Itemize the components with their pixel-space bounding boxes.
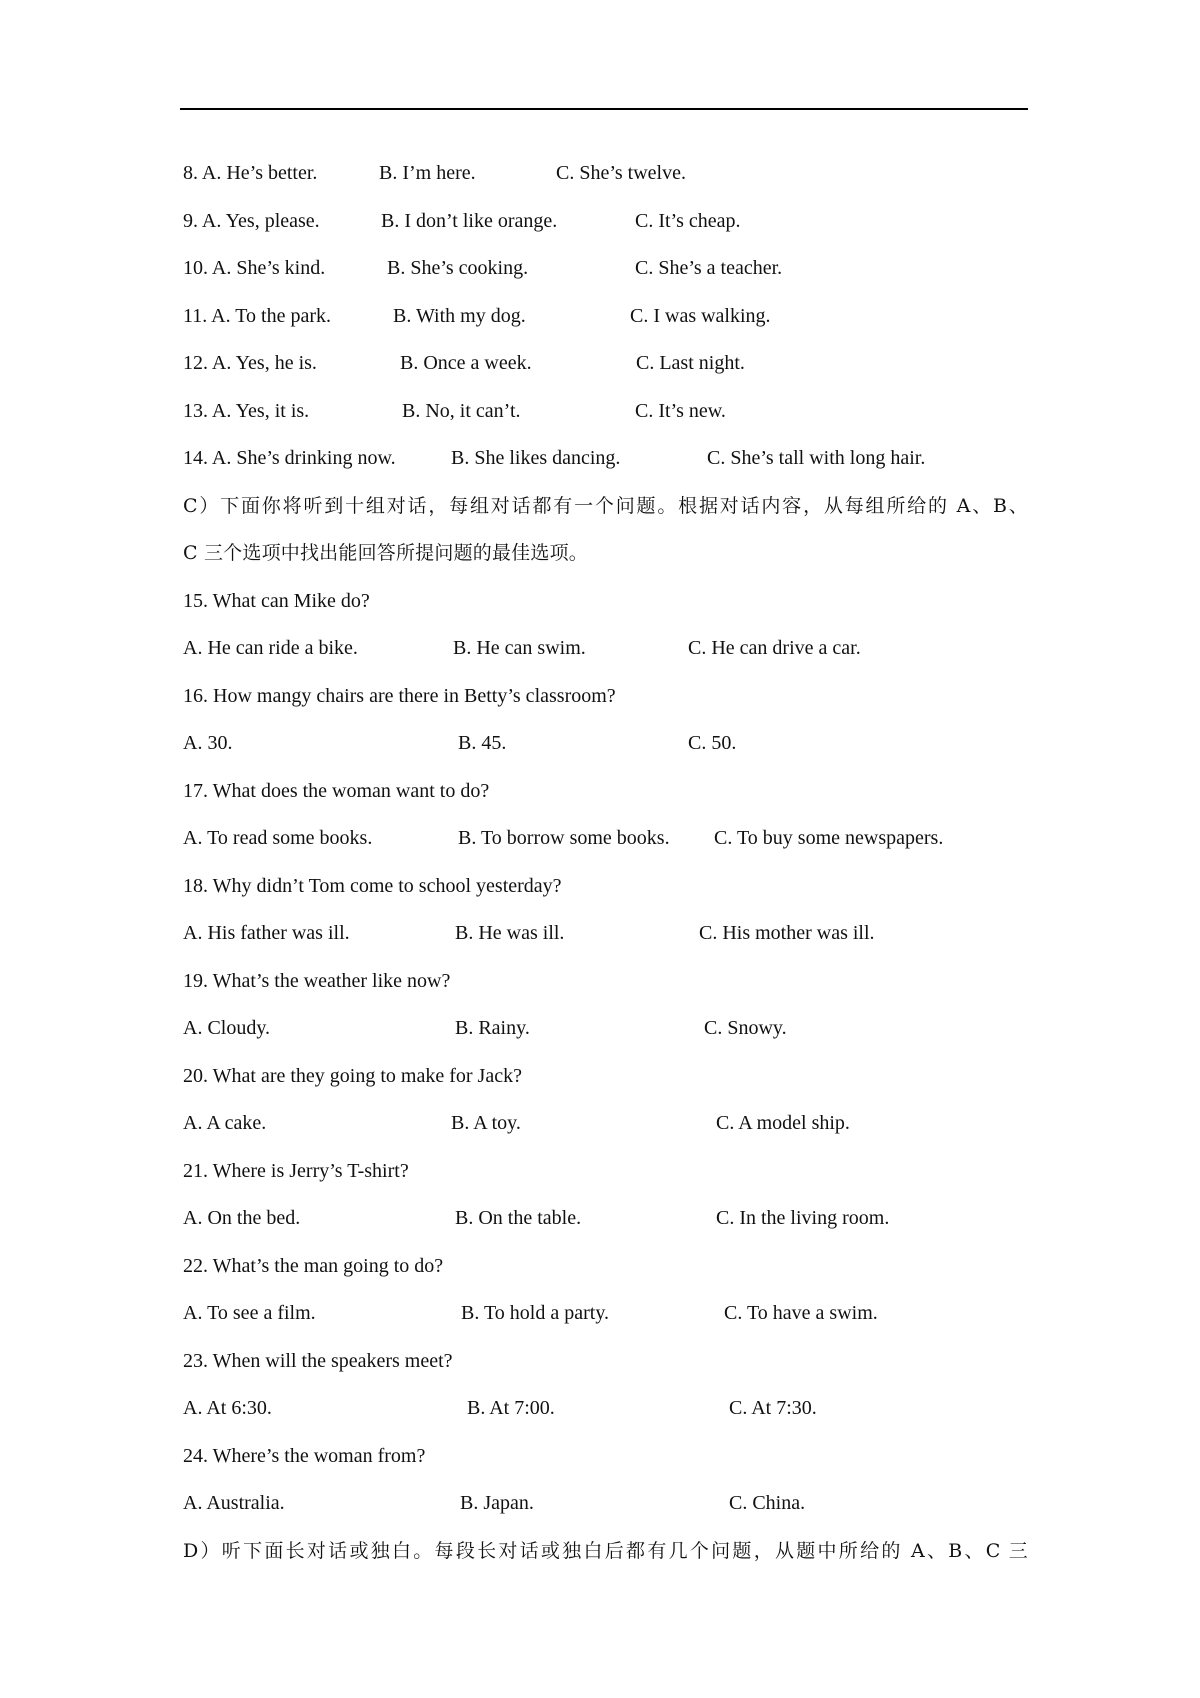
option-a: 12. A. Yes, he is. bbox=[183, 352, 317, 374]
question-text: 19. What’s the weather like now? bbox=[183, 969, 451, 992]
question-9 bbox=[183, 198, 1028, 246]
question-text: 18. Why didn’t Tom come to school yesterday? bbox=[183, 874, 562, 897]
option-b: B. He can swim. bbox=[453, 637, 586, 659]
option-b: B. A toy. bbox=[451, 1112, 521, 1134]
option-b: B. To hold a party. bbox=[461, 1302, 610, 1324]
option-c: C. She’s tall with long hair. bbox=[707, 447, 926, 469]
option-c: C. At 7:30. bbox=[729, 1397, 817, 1419]
option-b: B. On the table. bbox=[455, 1207, 582, 1229]
header-rule bbox=[180, 108, 1028, 110]
section-c-line-2: C 三个选项中找出能回答所提问题的最佳选项。 bbox=[183, 542, 588, 564]
section-d-instructions bbox=[183, 1528, 1028, 1576]
option-c: C. It’s new. bbox=[635, 399, 726, 422]
option-b: B. I’m here. bbox=[379, 162, 476, 184]
question-16 bbox=[183, 673, 1028, 721]
option-b: B. 45. bbox=[458, 732, 507, 754]
question-22-options bbox=[183, 1290, 1028, 1338]
option-a: A. A cake. bbox=[183, 1112, 267, 1134]
option-c: C. To have a swim. bbox=[724, 1302, 878, 1324]
option-b: B. Rainy. bbox=[455, 1017, 530, 1039]
section-c-instructions bbox=[183, 483, 1028, 531]
question-24 bbox=[183, 1433, 1028, 1481]
question-13 bbox=[183, 388, 1028, 436]
question-16-options bbox=[183, 720, 1028, 768]
option-c: C. China. bbox=[729, 1492, 806, 1514]
option-b: B. With my dog. bbox=[393, 304, 526, 327]
option-a: A. He can ride a bike. bbox=[183, 637, 358, 659]
page-content bbox=[183, 150, 1028, 1575]
option-a: 11. A. To the park. bbox=[183, 304, 332, 327]
option-b: B. Once a week. bbox=[400, 352, 532, 374]
option-c: C. His mother was ill. bbox=[699, 922, 875, 944]
question-8 bbox=[183, 150, 1028, 198]
option-b: B. She’s cooking. bbox=[387, 257, 529, 279]
question-text: 16. How mangy chairs are there in Betty’s classroom? bbox=[183, 684, 616, 707]
question-23 bbox=[183, 1338, 1028, 1386]
option-a: A. On the bed. bbox=[183, 1207, 301, 1229]
option-a: A. Australia. bbox=[183, 1492, 285, 1514]
question-20 bbox=[183, 1053, 1028, 1101]
question-18-options bbox=[183, 910, 1028, 958]
option-c: C. Last night. bbox=[636, 352, 745, 374]
option-c: C. She’s twelve. bbox=[556, 162, 686, 184]
option-b: B. To borrow some books. bbox=[458, 827, 670, 849]
question-18 bbox=[183, 863, 1028, 911]
question-24-options bbox=[183, 1480, 1028, 1528]
question-text: 21. Where is Jerry’s T-shirt? bbox=[183, 1159, 409, 1182]
question-10 bbox=[183, 245, 1028, 293]
question-14 bbox=[183, 435, 1028, 483]
option-a: A. To read some books. bbox=[183, 827, 373, 849]
option-a: 13. A. Yes, it is. bbox=[183, 399, 310, 422]
option-b: B. Japan. bbox=[460, 1492, 534, 1514]
section-c-line-1: C）下面你将听到十组对话，每组对话都有一个问题。根据对话内容，从每组所给的 A、B、 bbox=[183, 494, 1028, 517]
option-c: C. She’s a teacher. bbox=[635, 257, 783, 279]
question-21 bbox=[183, 1148, 1028, 1196]
option-a: 9. A. Yes, please. bbox=[183, 209, 320, 232]
question-20-options bbox=[183, 1100, 1028, 1148]
question-text: 24. Where’s the woman from? bbox=[183, 1444, 426, 1467]
option-c: C. I was walking. bbox=[630, 304, 771, 327]
question-text: 17. What does the woman want to do? bbox=[183, 779, 490, 802]
question-15 bbox=[183, 578, 1028, 626]
option-b: B. He was ill. bbox=[455, 922, 565, 944]
question-19 bbox=[183, 958, 1028, 1006]
option-a: A. To see a film. bbox=[183, 1302, 316, 1324]
question-text: 15. What can Mike do? bbox=[183, 589, 370, 612]
option-a: A. Cloudy. bbox=[183, 1017, 271, 1039]
option-c: C. Snowy. bbox=[704, 1017, 787, 1039]
option-b: B. No, it can’t. bbox=[402, 399, 521, 422]
option-b: B. At 7:00. bbox=[467, 1397, 555, 1419]
question-text: 20. What are they going to make for Jack? bbox=[183, 1064, 522, 1087]
option-a: A. His father was ill. bbox=[183, 922, 350, 944]
question-12 bbox=[183, 340, 1028, 388]
question-17 bbox=[183, 768, 1028, 816]
section-c-instructions-cont bbox=[183, 530, 1028, 578]
option-c: C. It’s cheap. bbox=[635, 209, 741, 232]
question-19-options bbox=[183, 1005, 1028, 1053]
question-22 bbox=[183, 1243, 1028, 1291]
option-a: A. At 6:30. bbox=[183, 1397, 272, 1419]
question-text: 22. What’s the man going to do? bbox=[183, 1254, 444, 1277]
option-a: 14. A. She’s drinking now. bbox=[183, 447, 396, 469]
question-text: 23. When will the speakers meet? bbox=[183, 1349, 453, 1372]
option-c: C. He can drive a car. bbox=[688, 637, 861, 659]
option-a: 8. A. He’s better. bbox=[183, 162, 318, 184]
question-15-options bbox=[183, 625, 1028, 673]
option-b: B. She likes dancing. bbox=[451, 447, 621, 469]
option-c: C. 50. bbox=[688, 732, 737, 754]
question-21-options bbox=[183, 1195, 1028, 1243]
option-a: 10. A. She’s kind. bbox=[183, 257, 326, 279]
option-c: C. A model ship. bbox=[716, 1112, 850, 1134]
option-c: C. In the living room. bbox=[716, 1207, 890, 1229]
question-23-options bbox=[183, 1385, 1028, 1433]
question-11 bbox=[183, 293, 1028, 341]
option-a: A. 30. bbox=[183, 732, 233, 754]
question-17-options bbox=[183, 815, 1028, 863]
section-d-line-1: D）听下面长对话或独白。每段长对话或独白后都有几个问题，从题中所给的 A、B、C 三 bbox=[183, 1539, 1028, 1562]
option-c: C. To buy some newspapers. bbox=[714, 827, 944, 849]
option-b: B. I don’t like orange. bbox=[381, 209, 558, 232]
